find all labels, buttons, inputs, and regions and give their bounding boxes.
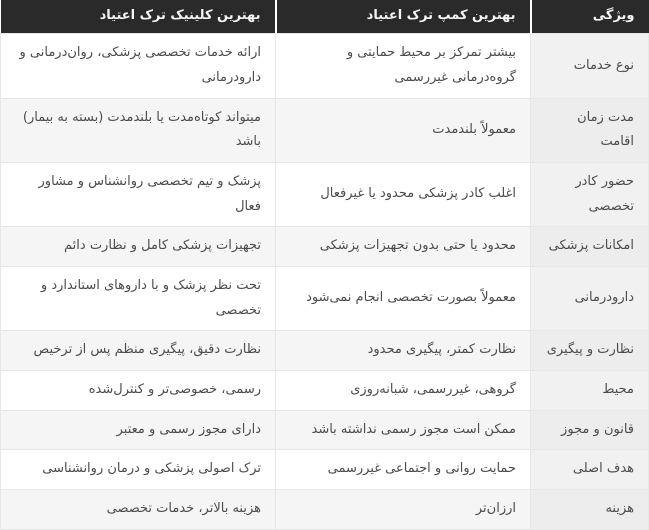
table-row <box>1 371 649 411</box>
clinic-cell: ارائه خدمات تخصصی پزشکی، روان‌درمانی و دارودرمانی <box>1 34 276 98</box>
table-row <box>1 98 649 162</box>
feature-cell: هزینه <box>531 490 649 530</box>
camp-cell: ممکن است مجوز رسمی نداشته باشد <box>276 410 531 450</box>
clinic-cell: ترک اصولی پزشکی و درمان روانشناسی <box>1 450 276 490</box>
column-header-camp: بهترین کمپ ترک اعتیاد <box>276 0 531 34</box>
clinic-cell: دارای مجوز رسمی و معتبر <box>1 410 276 450</box>
column-header-feature: ویژگی <box>531 0 649 34</box>
clinic-cell: تجهیزات پزشکی کامل و نظارت دائم <box>1 227 276 267</box>
table-row <box>1 410 649 450</box>
feature-cell: امکانات پزشکی <box>531 227 649 267</box>
table-row <box>1 450 649 490</box>
feature-cell: قانون و مجوز <box>531 410 649 450</box>
clinic-cell: نظارت دقیق، پیگیری منظم پس از ترخیص <box>1 331 276 371</box>
table-header <box>1 0 649 34</box>
camp-cell: گروهی، غیررسمی، شبانه‌روزی <box>276 371 531 411</box>
camp-cell: معمولاً بصورت تخصصی انجام نمی‌شود <box>276 267 531 331</box>
clinic-cell: رسمی، خصوصی‌تر و کنترل‌شده <box>1 371 276 411</box>
feature-cell: مدت زمان اقامت <box>531 98 649 162</box>
camp-cell: بیشتر تمرکز بر محیط حمایتی و گروه‌درمانی غیررسمی <box>276 34 531 98</box>
clinic-cell: پزشک و تیم تخصصی روانشناس و مشاور فعال <box>1 162 276 226</box>
feature-cell: هدف اصلی <box>531 450 649 490</box>
camp-cell: حمایت روانی و اجتماعی غیررسمی <box>276 450 531 490</box>
table-row <box>1 331 649 371</box>
header-row <box>1 0 649 34</box>
page <box>1 0 649 517</box>
camp-cell: ارزان‌تر <box>276 490 531 530</box>
camp-cell: نظارت کمتر، پیگیری محدود <box>276 331 531 371</box>
camp-cell: محدود یا حتی بدون تجهیزات پزشکی <box>276 227 531 267</box>
table-row <box>1 162 649 226</box>
feature-cell: حضور کادر تخصصی <box>531 162 649 226</box>
table-row <box>1 227 649 267</box>
clinic-cell: هزینه بالاتر، خدمات تخصصی <box>1 490 276 530</box>
feature-cell: دارودرمانی <box>531 267 649 331</box>
feature-cell: نظارت و پیگیری <box>531 331 649 371</box>
clinic-cell: میتواند کوتاه‌مدت یا بلندمدت (بسته به بیمار) باشد <box>1 98 276 162</box>
table-row <box>1 490 649 530</box>
camp-cell: معمولاً بلندمدت <box>276 98 531 162</box>
clinic-cell: تحت نظر پزشک و با داروهای استاندارد و تخصصی <box>1 267 276 331</box>
table-body <box>1 34 649 530</box>
table-row <box>1 267 649 331</box>
feature-cell: محیط <box>531 371 649 411</box>
camp-cell: اغلب کادر پزشکی محدود یا غیرفعال <box>276 162 531 226</box>
feature-cell: نوع خدمات <box>531 34 649 98</box>
column-header-clinic: بهترین کلینیک ترک اعتیاد <box>1 0 276 34</box>
table-row <box>1 34 649 98</box>
